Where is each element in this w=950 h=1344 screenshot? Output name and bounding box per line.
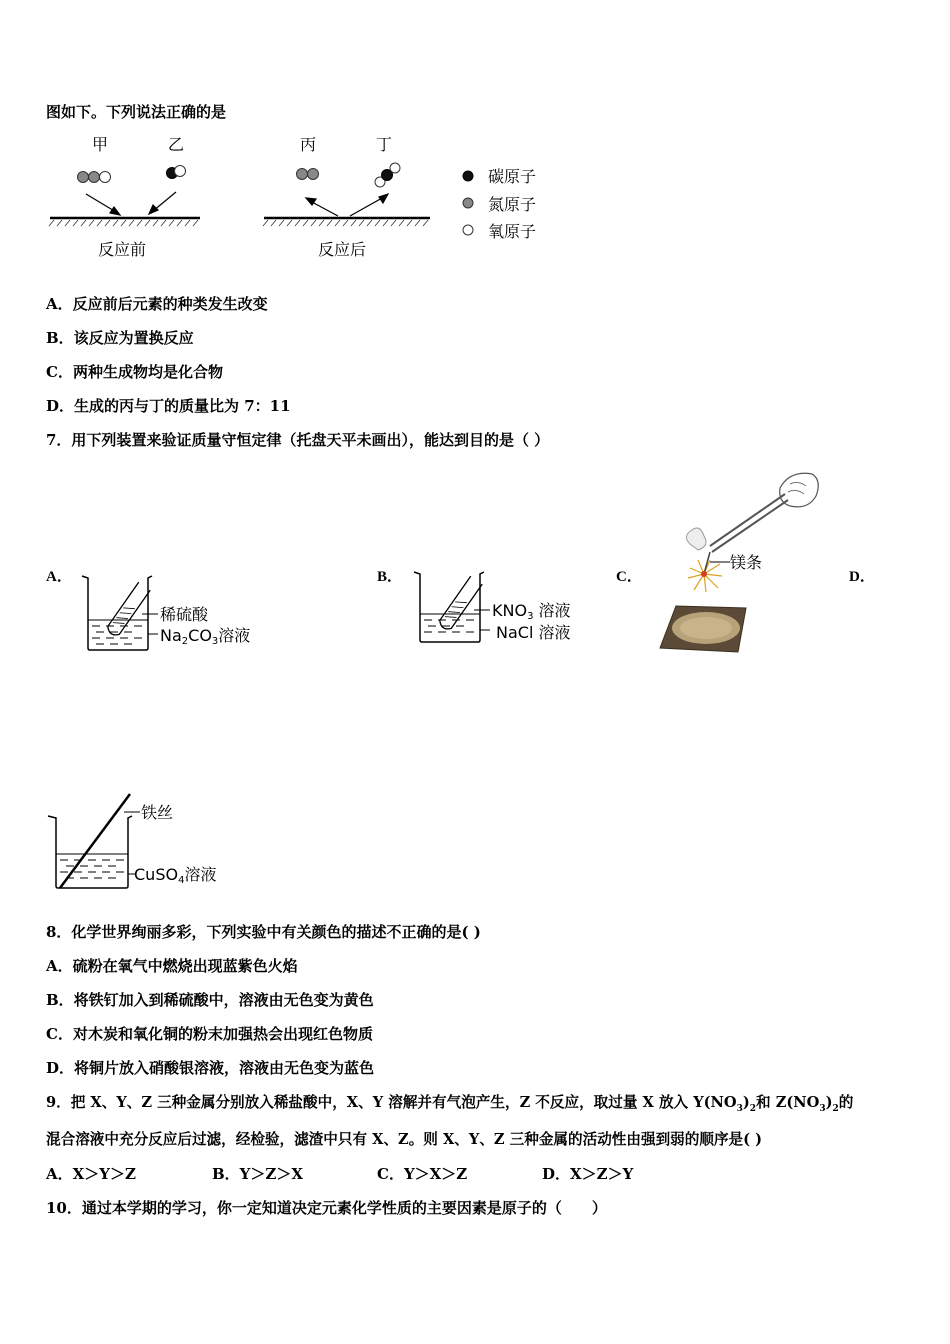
- arrows-after: [306, 194, 388, 216]
- q8-stem: 8．化学世界绚丽多彩，下列实验中有关颜色的描述不正确的是( ): [46, 923, 481, 941]
- legend-oxygen: 氧原子: [488, 222, 537, 241]
- q7-label-b: B．: [377, 569, 403, 585]
- q8-option-b: B．将铁钉加入到稀硫酸中，溶液由无色变为黄色: [46, 991, 374, 1009]
- q9-option-b: B．Y＞Z＞X: [212, 1165, 303, 1183]
- molecule-ding: [375, 163, 400, 187]
- beaker-b-top-label: KNO3 溶液: [492, 601, 571, 622]
- cuso4-label: CuSO4溶液: [134, 865, 217, 886]
- legend-carbon: 碳原子: [488, 167, 537, 186]
- beaker-b: [412, 570, 592, 650]
- reaction-diagram: [40, 130, 560, 260]
- legend-nitrogen-icon: [463, 198, 473, 208]
- q8-option-c: C．对木炭和氧化铜的粉末加强热会出现红色物质: [46, 1025, 373, 1043]
- q6-option-a: A．反应前后元素的种类发生改变: [46, 295, 268, 313]
- magnesium-burning-illustration: [640, 466, 830, 666]
- label-yi: 乙: [168, 135, 185, 154]
- asbestos-mat: [660, 606, 746, 652]
- q6-option-d: D．生成的丙与丁的质量比为 7：11: [46, 397, 291, 415]
- iron-wire: [60, 794, 130, 888]
- beaker-a-bottom-label: Na2CO3溶液: [160, 626, 251, 647]
- q9-option-c: C．Y＞X＞Z: [377, 1165, 468, 1183]
- beaker-b-bottom-label: NaCl 溶液: [496, 623, 571, 642]
- legend: [463, 167, 536, 241]
- label-before: 反应前: [98, 240, 147, 259]
- q9-option-a: A．X＞Y＞Z: [46, 1165, 136, 1183]
- beaker-d: [44, 792, 244, 892]
- label-after: 反应后: [318, 240, 367, 259]
- magnesium-label: 镁条: [730, 553, 763, 572]
- legend-carbon-icon: [463, 171, 473, 181]
- molecule-bing: [297, 169, 319, 180]
- question-intro: 图如下。下列说法正确的是: [46, 103, 227, 121]
- q8-option-d: D．将铜片放入硝酸银溶液，溶液由无色变为蓝色: [46, 1059, 375, 1077]
- q7-label-d: D．: [849, 569, 875, 585]
- beaker-a: [80, 574, 260, 654]
- q9-option-d: D．X＞Z＞Y: [542, 1165, 634, 1183]
- q8-option-a: A．硫粉在氧气中燃烧出现蓝紫色火焰: [46, 957, 298, 975]
- legend-nitrogen: 氮原子: [488, 195, 537, 214]
- q10-stem: 10．通过本学期的学习，你一定知道决定元素化学性质的主要因素是原子的（ ）: [46, 1199, 607, 1217]
- q9-stem-line2: 混合溶液中充分反应后过滤，经检验，滤渣中只有 X、Z。则 X、Y、Z 三种金属的活动性由强到弱的顺序是( ): [46, 1131, 763, 1148]
- q9-stem-line1: 9．把 X、Y、Z 三种金属分别放入稀盐酸中，X、Y 溶解并有气泡产生，Z 不反应，取过量 X 放入 $Y(NO_3)_2$和 $Z(NO_3)_2$的: [46, 1094, 854, 1114]
- label-bing: 丙: [300, 135, 317, 154]
- legend-oxygen-icon: [463, 225, 473, 235]
- beaker-a-top-label: 稀硫酸: [160, 605, 209, 624]
- surface-after: [263, 218, 430, 226]
- molecule-yi: [167, 166, 186, 179]
- q7-stem: 7．用下列装置来验证质量守恒定律（托盘天平未画出），能达到目的是（ ）: [46, 431, 550, 449]
- label-ding: 丁: [376, 135, 393, 154]
- q6-option-b: B．该反应为置换反应: [46, 329, 194, 347]
- q7-label-c: C．: [616, 569, 642, 585]
- q7-label-a: A．: [46, 569, 72, 585]
- iron-wire-label: 铁丝: [141, 803, 174, 822]
- label-jia: 甲: [92, 135, 109, 154]
- molecule-jia: [78, 172, 111, 183]
- surface-before: [49, 218, 200, 226]
- q6-option-c: C．两种生成物均是化合物: [46, 363, 223, 381]
- arrows-before: [86, 192, 176, 215]
